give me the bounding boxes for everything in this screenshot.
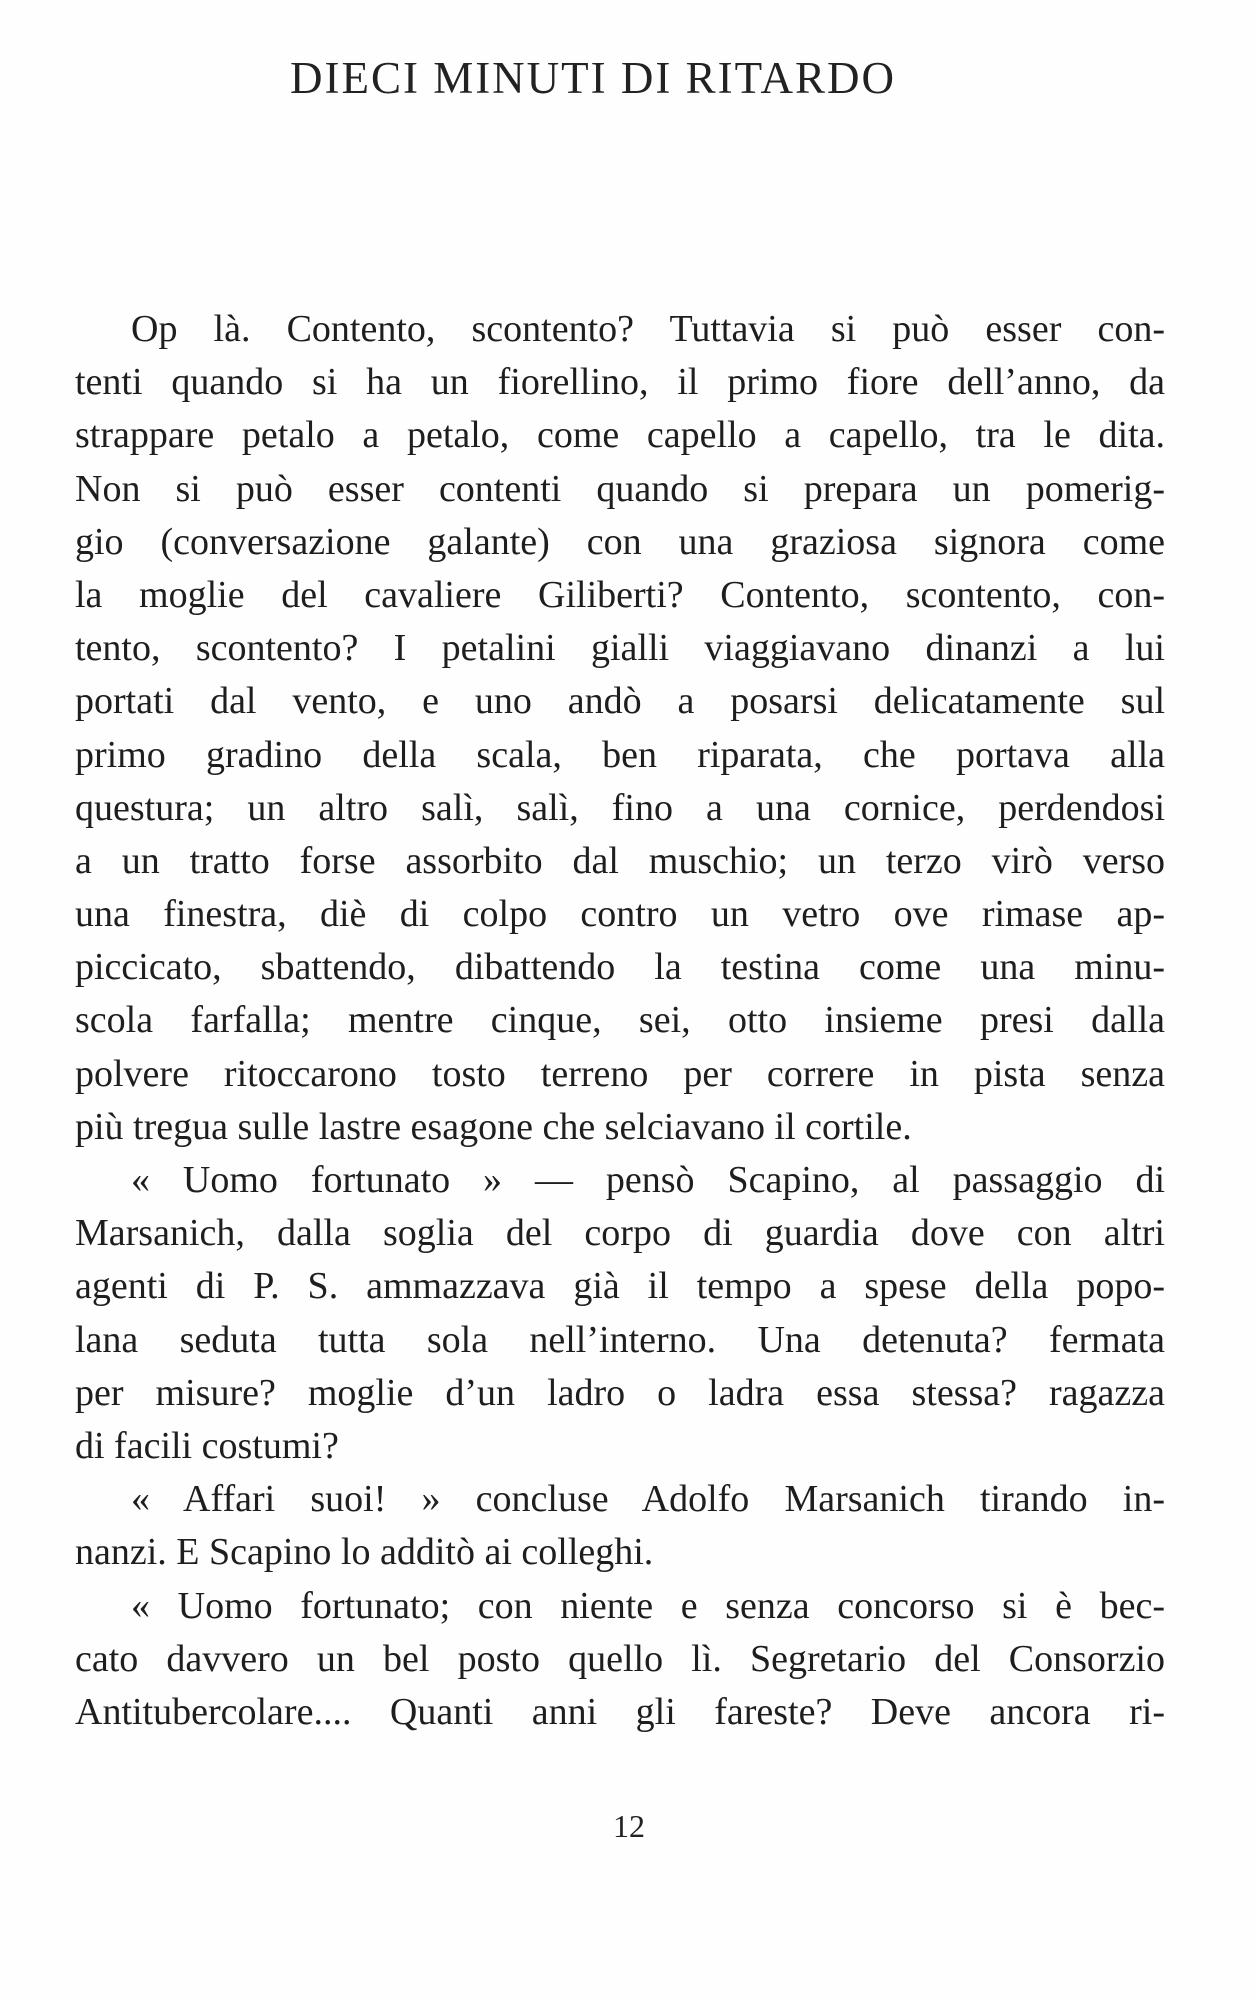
text-line: questura; un altro salì, salì, fino a una cornice, perdendosi xyxy=(75,786,1165,829)
text-line: agenti di P. S. ammazzava già il tempo a spese della popo- xyxy=(75,1265,1165,1308)
text-line: tento, scontento? I petalini gialli viaggiavano dinanzi a lui xyxy=(75,627,1165,670)
text-line: Op là. Contento, scontento? Tuttavia si può esser con- xyxy=(131,308,1165,350)
text-line: scola farfalla; mentre cinque, sei, otto insieme presi dalla xyxy=(75,999,1165,1042)
text-line: Non si può esser contenti quando si prepara un pomerig- xyxy=(75,467,1165,510)
text-line: « Affari suoi! » concluse Adolfo Marsanich tirando in- xyxy=(131,1478,1165,1521)
text-line: una finestra, diè di colpo contro un vetro ove rimase ap- xyxy=(75,893,1165,936)
text-line: « Uomo fortunato » — pensò Scapino, al passaggio di xyxy=(131,1159,1165,1201)
text-line: portati dal vento, e uno andò a posarsi delicatamente sul xyxy=(75,680,1165,723)
text-line: cato davvero un bel posto quello lì. Segretario del Consorzio xyxy=(75,1637,1165,1680)
text-line: piccicato, sbattendo, dibattendo la testina come una minu- xyxy=(75,946,1165,989)
text-line: lana seduta tutta sola nell’interno. Una detenuta? fermata xyxy=(75,1318,1165,1361)
text-line: tenti quando si ha un fiorellino, il primo fiore dell’anno, da xyxy=(75,361,1165,404)
text-line: di facili costumi? xyxy=(75,1424,339,1467)
text-line: Antitubercolare.... Quanti anni gli fareste? Deve ancora ri- xyxy=(75,1690,1165,1733)
text-line: la moglie del cavaliere Giliberti? Contento, scontento, con- xyxy=(75,573,1165,616)
running-title: DIECI MINUTI DI RITARDO xyxy=(289,53,897,103)
text-line: più tregua sulle lastre esagone che selciavano il cortile. xyxy=(75,1105,912,1148)
text-line: Marsanich, dalla soglia del corpo di guardia dove con altri xyxy=(75,1212,1165,1255)
text-line: gio (conversazione galante) con una graziosa signora come xyxy=(75,520,1165,563)
page-number: 12 xyxy=(613,1808,645,1844)
text-line: primo gradino della scala, ben riparata, che portava alla xyxy=(75,733,1165,776)
text-line: per misure? moglie d’un ladro o ladra essa stessa? ragazza xyxy=(75,1371,1165,1414)
body-text xyxy=(75,303,1165,1739)
text-line: polvere ritoccarono tosto terreno per correre in pista senza xyxy=(75,1052,1165,1095)
text-line: a un tratto forse assorbito dal muschio; un terzo virò verso xyxy=(75,839,1165,882)
text-line: strappare petalo a petalo, come capello a capello, tra le dita. xyxy=(75,414,1165,457)
text-line: nanzi. E Scapino lo additò ai colleghi. xyxy=(75,1531,654,1574)
text-line: « Uomo fortunato; con niente e senza concorso si è bec- xyxy=(131,1584,1165,1627)
